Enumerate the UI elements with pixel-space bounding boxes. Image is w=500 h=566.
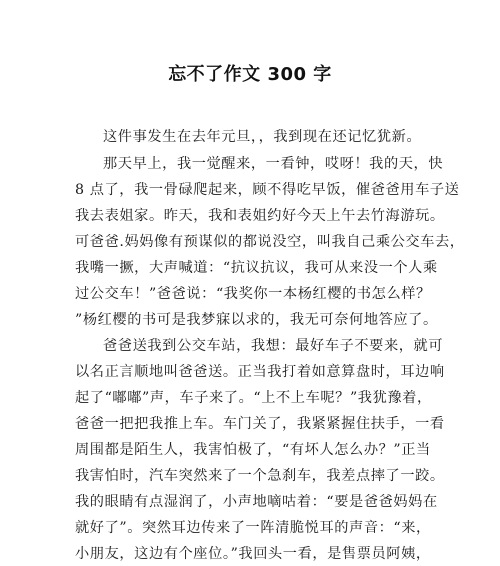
text-line: 过公交车！”爸爸说：“我奖你一本杨红樱的书怎么样？ [75, 286, 431, 302]
text-line: ”杨红樱的书可是我梦寐以求的，我无可奈何地答应了。 [75, 312, 438, 328]
text-line: 我去表姐家。昨天，我和表姐约好今天上午去竹海游玩。 [75, 208, 445, 224]
text-line: 就好了”。突然耳边传来了一阵清脆悦耳的声音：“来， [75, 520, 431, 536]
text-line: 爸爸一把把我推上车。车门关了，我紧紧握住扶手，一看 [75, 416, 445, 432]
text-line: 爸爸送我到公交车站，我想：最好车子不要来，就可 [103, 338, 444, 354]
text-line: 周围都是陌生人，我害怕极了，“有坏人怎么办？”正当 [75, 442, 431, 458]
text-line: 8 点了，我一骨碌爬起来，顾不得吃早饭，催爸爸用车子送 [75, 182, 460, 198]
text-line: 我的眼睛有点湿润了，小声地嘀咕着：“要是爸爸妈妈在 [75, 494, 438, 510]
text-line: 起了“嘟嘟”声，车子来了。“上不上车呢？”我犹豫着， [75, 390, 432, 406]
text-line: 那天早上，我一觉醒来，一看钟，哎呀！我的天，快 [103, 156, 444, 172]
text-line: 可爸爸.妈妈像有预谋似的都说没空，叫我自己乘公交车去， [75, 234, 465, 250]
text-line: 以名正言顺地叫爸爸送。正当我打着如意算盘时，耳边响 [75, 364, 445, 380]
document-title: 忘不了作文 300 字 [168, 64, 332, 85]
text-line: 我嘴一撅，大声喊道：“抗议抗议，我可从来没一个人乘 [75, 260, 438, 276]
text-line: 我害怕时，汽车突然来了一个急刹车，我差点摔了一跤。 [75, 468, 445, 484]
text-line: 小朋友，这边有个座位。”我回头一看，是售票员阿姨， [75, 546, 431, 562]
text-line: 这件事发生在去年元旦，，我到现在还记忆犹新。 [103, 129, 422, 145]
